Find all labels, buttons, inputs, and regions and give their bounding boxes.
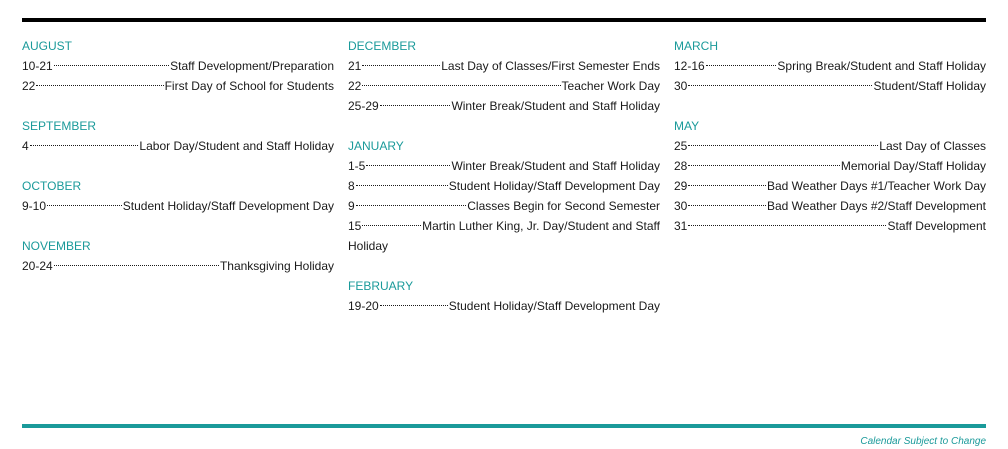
dot-leader [688,164,839,166]
entry-description: Winter Break/Student and Staff Holiday [451,99,660,113]
entry-date: 12-16 [674,59,705,73]
dot-leader [47,204,122,206]
calendar-column-1 [22,36,334,276]
entry-date: 9 [348,199,355,213]
entry-date: 10-21 [22,59,53,73]
month-heading: FEBRUARY [348,279,414,293]
month-heading: DECEMBER [348,39,417,53]
dot-leader [36,84,163,86]
calendar-column-3 [674,36,986,236]
calendar-column-2 [348,36,660,316]
dot-leader [366,164,450,166]
calendar-entry [348,216,660,236]
entry-description: Last Day of Classes/First Semester Ends [441,59,660,73]
bottom-rule [22,424,986,428]
dot-leader [688,84,872,86]
entry-description: Classes Begin for Second Semester [467,199,660,213]
calendar-entry [674,176,986,196]
entry-date: 25 [674,139,688,153]
calendar-entry [674,56,986,76]
month-heading: NOVEMBER [22,239,91,253]
entry-date: 4 [22,139,29,153]
entry-date: 8 [348,179,355,193]
dot-leader [356,184,448,186]
calendar-entry [348,176,660,196]
entry-description: Spring Break/Student and Staff Holiday [777,59,986,73]
entry-description: Winter Break/Student and Staff Holiday [451,159,660,173]
entry-description: Staff Development [887,219,986,233]
dot-leader [688,144,878,146]
entry-description-continued: Holiday [348,239,389,253]
month-heading: MAY [674,119,700,133]
calendar-entry [674,196,986,216]
calendar-entry [348,76,660,96]
entry-date: 29 [674,179,688,193]
calendar-entry [22,76,334,96]
entry-date: 30 [674,199,688,213]
dot-leader [356,204,467,206]
entry-date: 30 [674,79,688,93]
entry-description: Bad Weather Days #1/Teacher Work Day [767,179,986,193]
top-rule [22,18,986,22]
month-heading: AUGUST [22,39,73,53]
calendar-entry [674,156,986,176]
dot-leader [688,184,766,186]
dot-leader [362,84,560,86]
entry-date: 20-24 [22,259,53,273]
calendar-entry [22,56,334,76]
calendar-entry [22,136,334,156]
calendar-entry [22,256,334,276]
calendar-entry [348,96,660,116]
entry-description: Student Holiday/Staff Development Day [448,299,660,313]
entry-description: Martin Luther King, Jr. Day/Student and Staff [422,219,660,233]
entry-description: Student/Staff Holiday [873,79,986,93]
dot-leader [706,64,777,66]
calendar-entry [674,216,986,236]
entry-description: Memorial Day/Staff Holiday [840,159,986,173]
month-heading: SEPTEMBER [22,119,97,133]
entry-date: 19-20 [348,299,379,313]
month-heading: OCTOBER [22,179,82,193]
entry-date: 22 [22,79,36,93]
dot-leader [362,224,421,226]
entry-date: 25-29 [348,99,379,113]
entry-description: First Day of School for Students [164,79,334,93]
dot-leader [688,224,886,226]
entry-description: Teacher Work Day [561,79,660,93]
entry-description: Last Day of Classes [879,139,986,153]
dot-leader [688,204,766,206]
entry-description: Labor Day/Student and Staff Holiday [139,139,334,153]
entry-date: 9-10 [22,199,47,213]
entry-description: Staff Development/Preparation [170,59,334,73]
dot-leader [54,264,219,266]
calendar-entry [348,296,660,316]
entry-date: 28 [674,159,688,173]
calendar-entry [674,76,986,96]
entry-date: 31 [674,219,688,233]
entry-date: 15 [348,219,362,233]
dot-leader [54,64,169,66]
dot-leader [30,144,139,146]
entry-date: 22 [348,79,362,93]
dot-leader [362,64,440,66]
calendar-entry [348,196,660,216]
entry-date: 1-5 [348,159,366,173]
dot-leader [380,104,451,106]
calendar-entry [22,196,334,216]
month-heading: JANUARY [348,139,404,153]
calendar-entry [348,156,660,176]
footnote: Calendar Subject to Change [860,436,986,447]
entry-description: Thanksgiving Holiday [219,259,334,273]
entry-description: Student Holiday/Staff Development Day [122,199,334,213]
calendar-entry [674,136,986,156]
entry-date: 21 [348,59,362,73]
calendar-entry [348,56,660,76]
entry-description: Bad Weather Days #2/Staff Development [766,199,986,213]
dot-leader [380,304,448,306]
entry-description: Student Holiday/Staff Development Day [448,179,660,193]
month-heading: MARCH [674,39,718,53]
